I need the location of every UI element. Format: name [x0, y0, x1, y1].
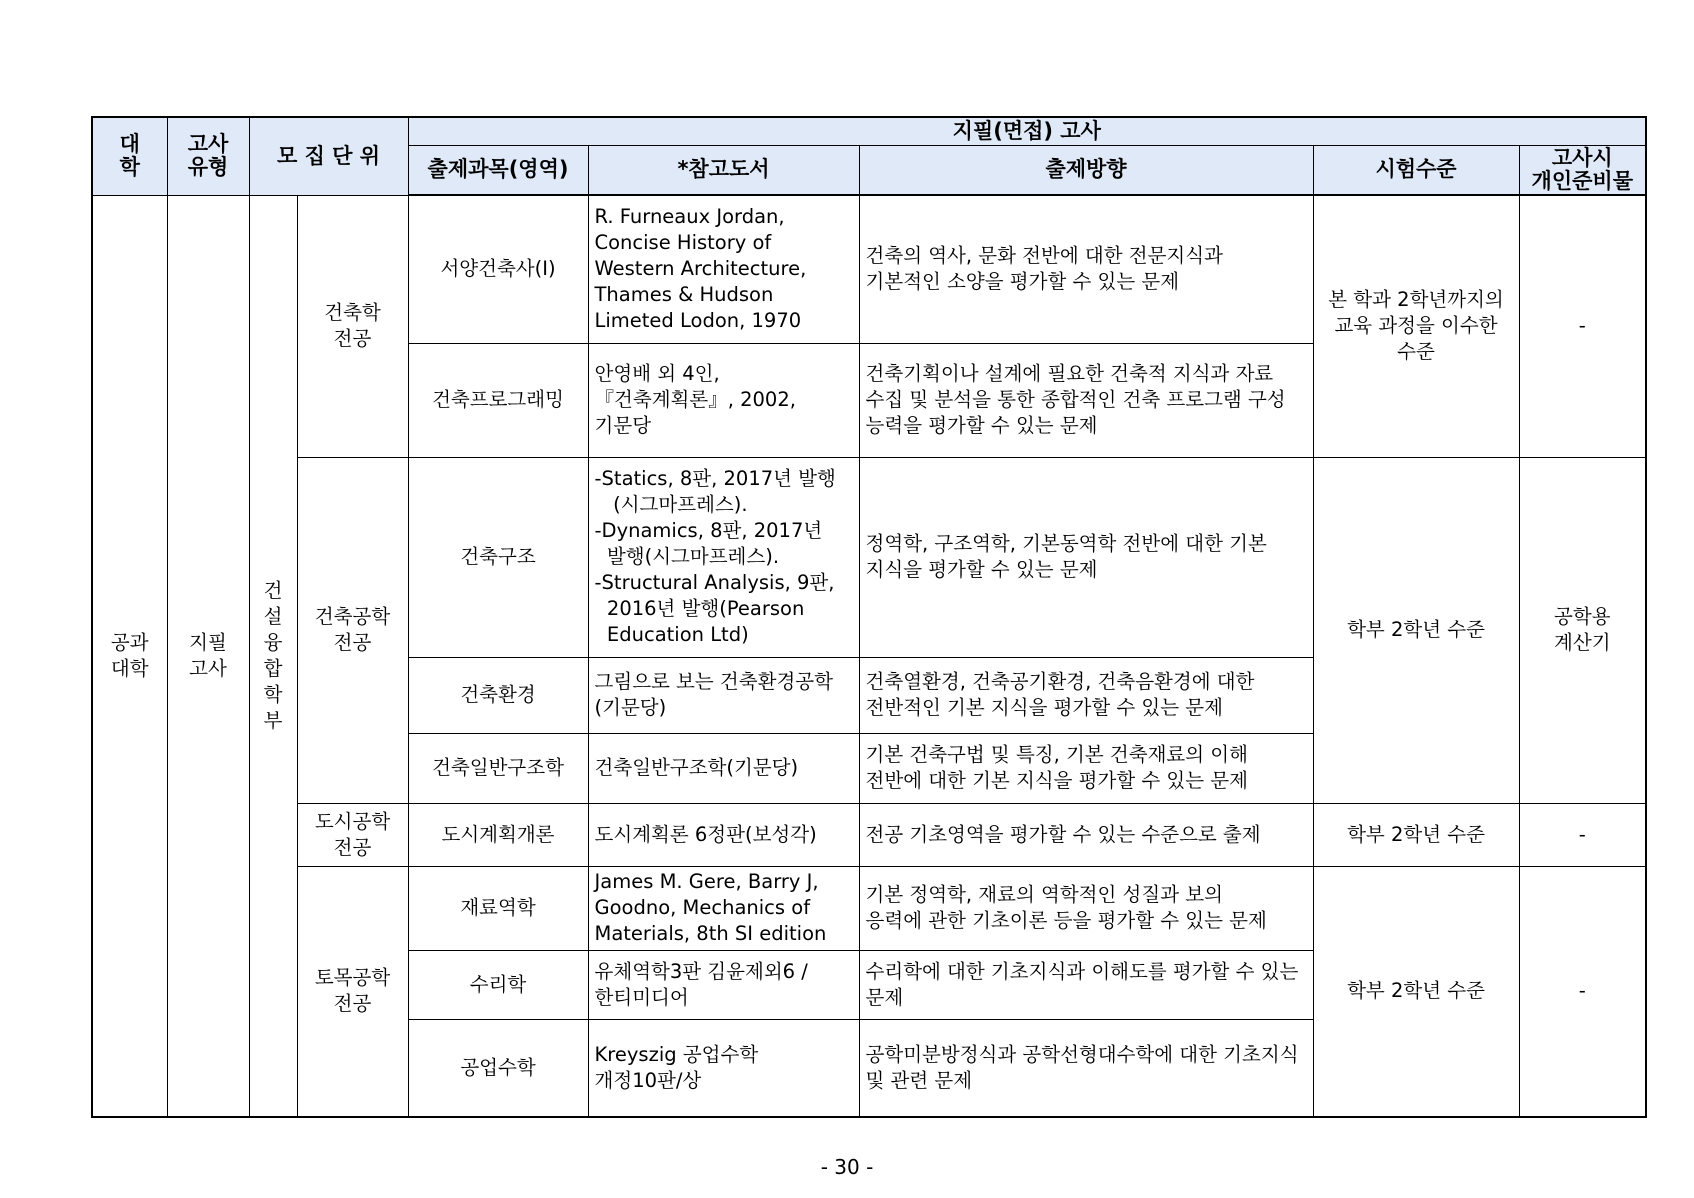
- page-number: - 30 -: [820, 1155, 874, 1179]
- direction-cell: 기본 건축구법 및 특징, 기본 건축재료의 이해 전반에 대한 기본 지식을 평가할 수 있는 문제: [859, 733, 1313, 803]
- reference-cell: James M. Gere, Barry J, Goodno, Mechanics of Materials, 8th SI edition: [588, 866, 859, 950]
- header-subject: 출제과목(영역): [408, 145, 588, 195]
- reference-cell: 그림으로 보는 건축환경공학 (기문당): [588, 657, 859, 733]
- division-cell: 건 설 융 합 학 부: [249, 195, 297, 1117]
- header-recruit-unit: 모 집 단 위: [249, 117, 408, 195]
- level-cell: 학부 2학년 수준: [1313, 866, 1519, 1117]
- major-architecture: 건축학 전공: [297, 195, 408, 457]
- header-univ: 대 학: [92, 117, 167, 195]
- subject-cell: 도시계획개론: [408, 803, 588, 866]
- direction-cell: 건축열환경, 건축공기환경, 건축음환경에 대한 전반적인 기본 지식을 평가할 수 있는 문제: [859, 657, 1313, 733]
- exam-table: [91, 116, 1647, 1118]
- reference-cell: 도시계획론 6정판(보성각): [588, 803, 859, 866]
- reference-cell: -Statics, 8판, 2017년 발행 (시그마프레스). -Dynamics, 8판, 2017년 발행(시그마프레스). -Structural Analysis, 9판, 2016년 발행(Pearson Education Ltd): [588, 457, 859, 657]
- direction-cell: 전공 기초영역을 평가할 수 있는 수준으로 출제: [859, 803, 1313, 866]
- header-direction: 출제방향: [859, 145, 1313, 195]
- major-architectural-engineering: 건축공학 전공: [297, 457, 408, 803]
- major-urban-engineering: 도시공학 전공: [297, 803, 408, 866]
- univ-cell: 공과 대학: [92, 195, 167, 1117]
- header-reference: *참고도서: [588, 145, 859, 195]
- subject-cell: 건축프로그래밍: [408, 343, 588, 457]
- reference-cell: Kreyszig 공업수학 개정10판/상: [588, 1019, 859, 1117]
- table-row: [92, 803, 1646, 866]
- header-group: 지필(면접) 고사: [408, 117, 1646, 145]
- subject-cell: 건축일반구조학: [408, 733, 588, 803]
- direction-cell: 공학미분방정식과 공학선형대수학에 대한 기초지식 및 관련 문제: [859, 1019, 1313, 1117]
- direction-cell: 건축의 역사, 문화 전반에 대한 전문지식과 기본적인 소양을 평가할 수 있는 문제: [859, 195, 1313, 343]
- exam-type-cell: 지필 고사: [167, 195, 249, 1117]
- header-prep: 고사시 개인준비물: [1519, 145, 1646, 195]
- level-cell: 학부 2학년 수준: [1313, 803, 1519, 866]
- table-row: [92, 457, 1646, 657]
- level-cell: 학부 2학년 수준: [1313, 457, 1519, 803]
- header-level: 시험수준: [1313, 145, 1519, 195]
- subject-cell: 공업수학: [408, 1019, 588, 1117]
- subject-cell: 건축환경: [408, 657, 588, 733]
- prep-cell: -: [1519, 195, 1646, 457]
- subject-cell: 건축구조: [408, 457, 588, 657]
- subject-cell: 수리학: [408, 950, 588, 1019]
- prep-cell: 공학용 계산기: [1519, 457, 1646, 803]
- table-row: [92, 195, 1646, 343]
- direction-cell: 기본 정역학, 재료의 역학적인 성질과 보의 응력에 관한 기초이론 등을 평가할 수 있는 문제: [859, 866, 1313, 950]
- header-exam-type: 고사 유형: [167, 117, 249, 195]
- subject-cell: 서양건축사(I): [408, 195, 588, 343]
- table-row: [92, 866, 1646, 950]
- reference-cell: 유체역학3판 김윤제외6 / 한티미디어: [588, 950, 859, 1019]
- subject-cell: 재료역학: [408, 866, 588, 950]
- direction-cell: 수리학에 대한 기초지식과 이해도를 평가할 수 있는 문제: [859, 950, 1313, 1019]
- level-cell: 본 학과 2학년까지의 교육 과정을 이수한 수준: [1313, 195, 1519, 457]
- direction-cell: 건축기획이나 설계에 필요한 건축적 지식과 자료 수집 및 분석을 통한 종합적인 건축 프로그램 구성 능력을 평가할 수 있는 문제: [859, 343, 1313, 457]
- prep-cell: -: [1519, 803, 1646, 866]
- reference-cell: 안영배 외 4인,『건축계획론』, 2002, 기문당: [588, 343, 859, 457]
- major-civil-engineering: 토목공학 전공: [297, 866, 408, 1117]
- direction-cell: 정역학, 구조역학, 기본동역학 전반에 대한 기본 지식을 평가할 수 있는 문제: [859, 457, 1313, 657]
- reference-cell: 건축일반구조학(기문당): [588, 733, 859, 803]
- prep-cell: -: [1519, 866, 1646, 1117]
- reference-cell: R. Furneaux Jordan, Concise History of Western Architecture, Thames & Hudson Limeted Lodon, 1970: [588, 195, 859, 343]
